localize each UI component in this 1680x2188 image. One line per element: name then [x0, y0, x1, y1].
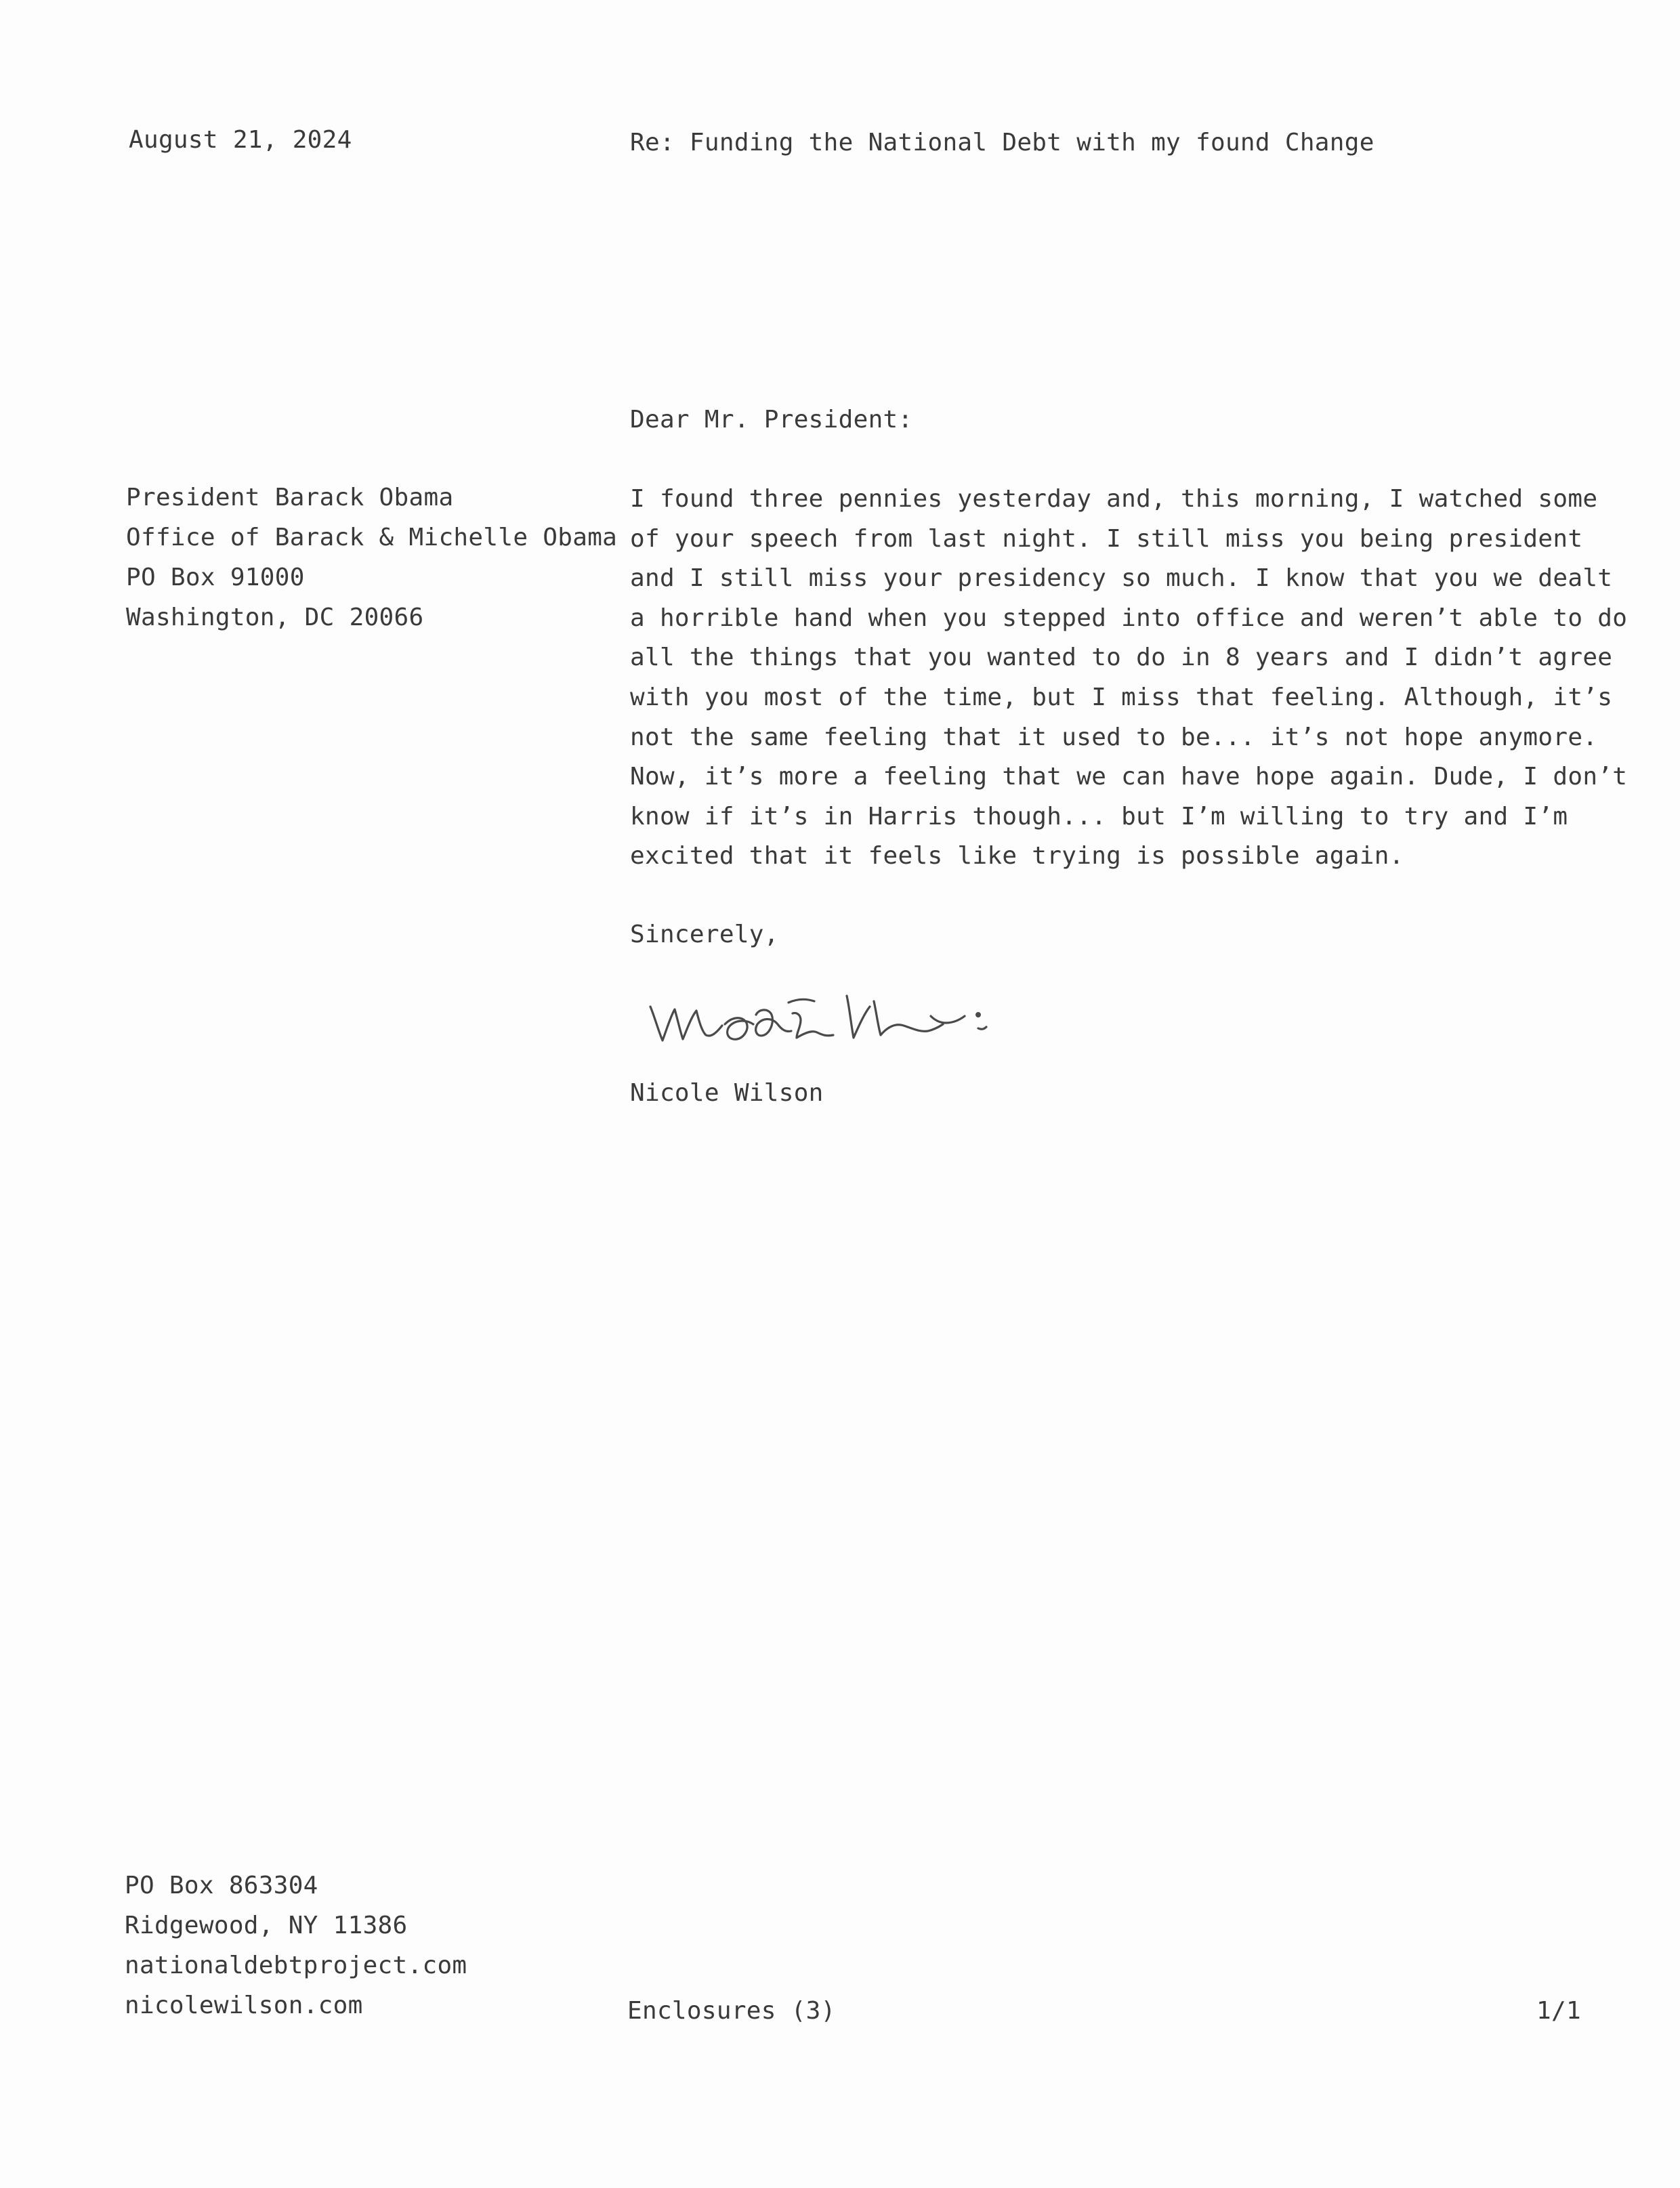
salutation: Dear Mr. President:	[630, 406, 913, 434]
enclosures-note: Enclosures (3)	[627, 1997, 836, 2025]
body-line: a horrible hand when you stepped into office and weren’t able to do	[630, 604, 1628, 632]
signer-name: Nicole Wilson	[630, 1079, 824, 1107]
closing: Sincerely,	[630, 921, 779, 948]
letter-date: August 21, 2024	[129, 126, 352, 154]
sender-line: PO Box 863304	[125, 1872, 318, 1899]
recipient-line: PO Box 91000	[126, 564, 305, 591]
recipient-line: Washington, DC 20066	[126, 604, 424, 631]
sender-line: Ridgewood, NY 11386	[125, 1912, 408, 1939]
letter-subject: Re: Funding the National Debt with my found Change	[630, 129, 1374, 156]
sender-address	[125, 1866, 467, 2025]
body-line: know if it’s in Harris though... but I’m willing to try and I’m	[630, 802, 1568, 830]
body-line: with you most of the time, but I miss that feeling. Although, it’s	[630, 683, 1613, 711]
letter-body	[630, 480, 1627, 877]
handwritten-signature	[644, 975, 1050, 1057]
recipient-address	[126, 478, 617, 637]
recipient-line: Office of Barack & Michelle Obama	[126, 524, 618, 551]
body-line: I found three pennies yesterday and, this morning, I watched some	[630, 485, 1598, 513]
body-line: not the same feeling that it used to be... it’s not hope anymore.	[630, 723, 1598, 751]
recipient-line: President Barack Obama	[126, 484, 454, 511]
body-line: Now, it’s more a feeling that we can have hope again. Dude, I don’t	[630, 763, 1628, 791]
body-line: of your speech from last night. I still miss you being president	[630, 524, 1583, 553]
sender-line: nicolewilson.com	[125, 1992, 363, 2019]
sender-line: nationaldebtproject.com	[125, 1952, 467, 1979]
body-line: all the things that you wanted to do in 8 years and I didn’t agree	[630, 644, 1613, 672]
page-number: 1/1	[1536, 1997, 1581, 2025]
body-line: and I still miss your presidency so much. I know that you we dealt	[630, 564, 1613, 593]
body-line: excited that it feels like trying is possible again.	[630, 842, 1404, 870]
